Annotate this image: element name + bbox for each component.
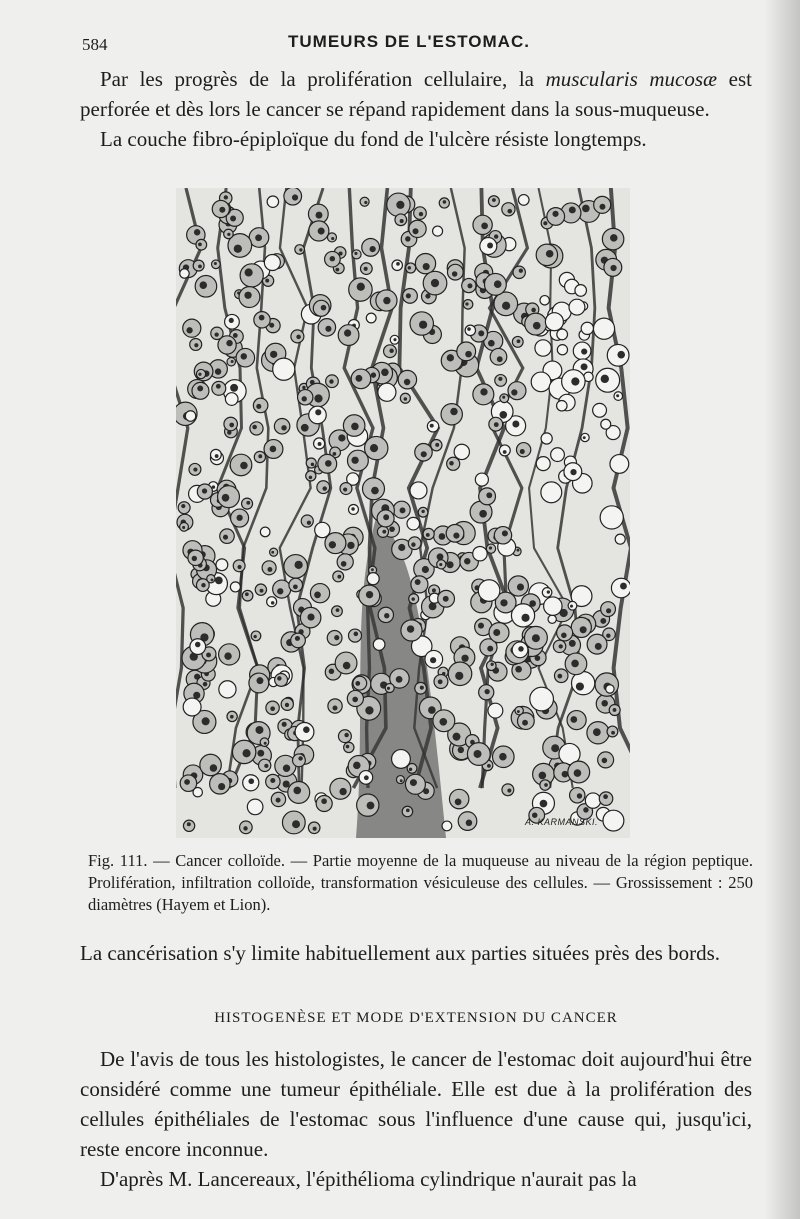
page-number: 584 bbox=[82, 35, 108, 54]
bottom-text bbox=[80, 1044, 752, 1194]
page-header bbox=[82, 30, 762, 54]
paragraph-3: La cancérisation s'y limite habituellement aux parties situées près des bords. bbox=[80, 941, 721, 965]
paragraph-5: D'après M. Lancereaux, l'épithélioma cylindrique n'aurait pas la bbox=[100, 1167, 637, 1191]
paragraph-4: De l'avis de tous les histologistes, le cancer de l'estomac doit aujourd'hui être considéré comme une tumeur épithéliale. Elle est due à la prolifération des cellules épithéliales de l'estomac sous l'influence d'une cause qui, jusqu'ici, reste encore inconnue. bbox=[80, 1047, 752, 1161]
histology-figure bbox=[176, 188, 630, 838]
middle-text bbox=[80, 938, 752, 968]
page-edge-shadow bbox=[764, 0, 800, 1219]
paragraph-1-text-a: Par les progrès de la prolifération cellulaire, la bbox=[100, 67, 546, 91]
figure-caption bbox=[88, 850, 753, 916]
paragraph-1-text-b: est perforée et dès lors le cancer se répand rapidement dans la sous-muqueuse. bbox=[80, 67, 752, 121]
paragraph-2: La couche fibro-épiploïque du fond de l'ulcère résiste longtemps. bbox=[100, 127, 647, 151]
paragraph-1-italic: muscularis mucosæ bbox=[545, 67, 718, 91]
artist-signature: A. KARMANSKI. bbox=[525, 817, 599, 827]
histology-illustration bbox=[176, 188, 630, 838]
running-title: TUMEURS DE L'ESTOMAC. bbox=[288, 32, 530, 51]
paragraph-1 bbox=[80, 64, 752, 124]
top-text bbox=[80, 64, 752, 154]
caption-text: Fig. 111. — Cancer colloïde. — Partie moyenne de la muqueuse au niveau de la région peptique. Prolifération, infiltration colloïde, transformation vésiculeuse des cellules. — Grossissement : 250 diamètres (Hayem et Lion). bbox=[88, 851, 753, 914]
section-heading: HISTOGENÈSE ET MODE D'EXTENSION DU CANCER bbox=[214, 1010, 618, 1026]
